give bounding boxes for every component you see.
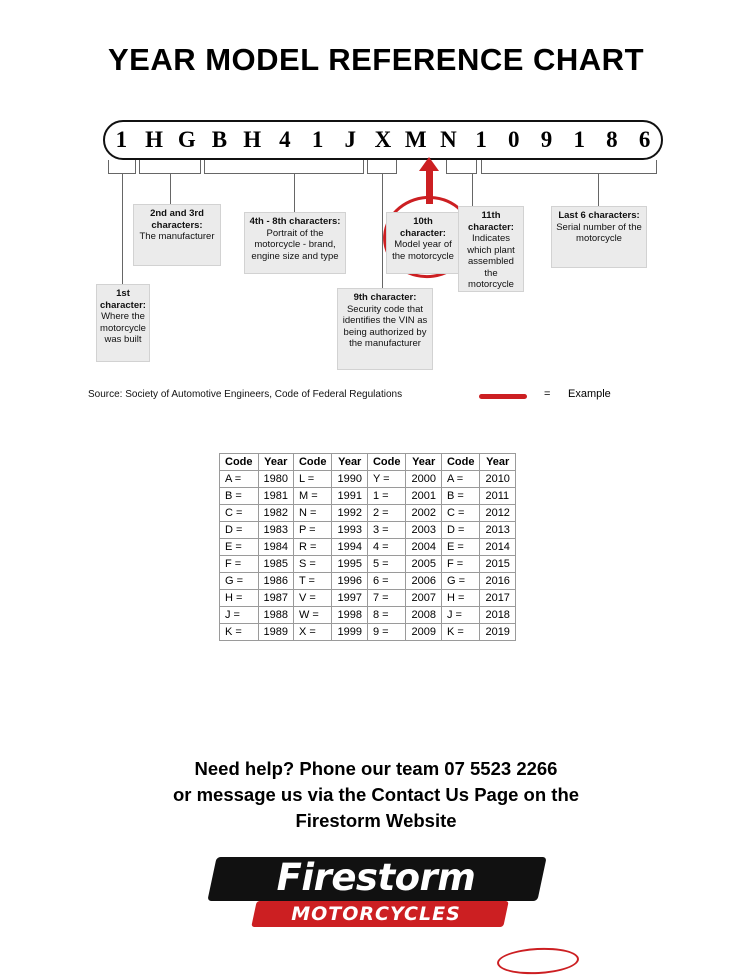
callout-last-6-characters-body: Serial number of the motorcycle [556, 221, 642, 244]
table-cell: G = [441, 573, 480, 590]
table-cell: E = [220, 539, 259, 556]
callout-11th-character-header: 11th character: [468, 210, 514, 233]
vin-char: N [440, 127, 457, 152]
callout-11th-character-body: Indicates which plant assembled the motorcycle [467, 233, 515, 290]
table-header-cell: Year [258, 454, 293, 471]
table-cell: 2017 [480, 590, 515, 607]
callout-4th-8th-characters-header: 4th - 8th characters: [249, 216, 341, 227]
vin-char: 1 [311, 127, 324, 152]
vin-char: 9 [540, 127, 553, 152]
table-cell: 1983 [258, 522, 293, 539]
table-cell: B = [220, 488, 259, 505]
table-cell: 9 = [367, 624, 406, 641]
table-cell: 1994 [332, 539, 367, 556]
leader-11th-char [472, 174, 473, 206]
table-cell: T = [293, 573, 332, 590]
callout-1st-character-body: Where the motorcycle was built [100, 311, 146, 345]
callout-2nd-3rd-characters [133, 204, 221, 266]
table-cell: L = [293, 471, 332, 488]
vin-char: J [344, 127, 357, 152]
bracket-11th-char [446, 160, 477, 174]
table-row [220, 505, 516, 522]
example-legend-label: Example [568, 388, 611, 400]
table-cell: 1996 [332, 573, 367, 590]
table-cell: 2018 [480, 607, 515, 624]
table-row [220, 573, 516, 590]
table-cell: H = [441, 590, 480, 607]
table-header-cell: Year [332, 454, 367, 471]
table-cell: 2011 [480, 488, 515, 505]
table-cell: K = [441, 624, 480, 641]
callout-1st-character [96, 284, 150, 362]
table-cell: 8 = [367, 607, 406, 624]
table-row [220, 556, 516, 573]
callout-2nd-3rd-characters-body: The manufacturer [139, 231, 215, 242]
table-cell: K = [220, 624, 259, 641]
table-cell: 2006 [406, 573, 441, 590]
example-swatch-icon [479, 394, 527, 399]
vin-capsule [103, 120, 663, 160]
table-cell: 1981 [258, 488, 293, 505]
callout-1st-character-header: 1st character: [100, 288, 146, 311]
table-cell: 1989 [258, 624, 293, 641]
table-cell: 2008 [406, 607, 441, 624]
callout-4th-8th-characters-body: Portrait of the motorcycle - brand, engine size and type [251, 227, 339, 262]
table-cell: 1992 [332, 505, 367, 522]
table-cell: Y = [367, 471, 406, 488]
leader-2nd-3rd-char [170, 174, 171, 204]
vin-char: 1 [115, 127, 128, 152]
vin-char: 8 [606, 127, 618, 152]
table-header-cell: Code [220, 454, 259, 471]
table-cell: 2004 [406, 539, 441, 556]
table-row [220, 539, 516, 556]
table-header-cell: Year [406, 454, 441, 471]
table-header-cell: Code [441, 454, 480, 471]
help-line-1: Need help? Phone our team 07 5523 2266 [194, 758, 558, 779]
table-row [220, 488, 516, 505]
table-cell: A = [441, 471, 480, 488]
callout-10th-character-header: 10th character: [400, 216, 446, 239]
leader-4th-8th-char [294, 174, 295, 212]
code-year-table [219, 453, 516, 641]
help-line-2: or message us via the Contact Us Page on the [172, 784, 580, 805]
table-cell: 2000 [406, 471, 441, 488]
bracket-last-6-chars [481, 160, 657, 174]
table-cell: 1998 [332, 607, 367, 624]
table-cell: 1 = [367, 488, 406, 505]
leader-last-6-chars [598, 174, 599, 206]
table-header-row [220, 454, 516, 471]
vin-char: 6 [638, 127, 651, 152]
code-year-table-element [219, 453, 516, 641]
vin-char: B [211, 127, 228, 152]
table-cell: 4 = [367, 539, 406, 556]
table-cell: 1990 [332, 471, 367, 488]
vin-char: 0 [508, 127, 520, 152]
table-cell: J = [220, 607, 259, 624]
table-cell: 2005 [406, 556, 441, 573]
table-cell: 1999 [332, 624, 367, 641]
table-cell: 2015 [480, 556, 515, 573]
firestorm-motorcycles-logo [198, 855, 554, 933]
table-cell: 1997 [332, 590, 367, 607]
bracket-4th-8th-char [204, 160, 364, 174]
table-cell: 1985 [258, 556, 293, 573]
vin-char: G [177, 127, 196, 152]
table-header-cell: Code [367, 454, 406, 471]
table-cell: 2014 [480, 539, 515, 556]
table-cell: 2012 [480, 505, 515, 522]
table-cell: 2010 [480, 471, 515, 488]
callout-10th-character-body: Model year of the motorcycle [392, 239, 454, 262]
table-cell: B = [441, 488, 480, 505]
vin-char: 1 [475, 127, 487, 152]
logo-subtitle: MOTORCYCLES [291, 903, 461, 925]
logo-brand-name: Firestorm [276, 856, 476, 899]
table-cell: 2 = [367, 505, 406, 522]
table-cell: 1982 [258, 505, 293, 522]
table-cell: 1988 [258, 607, 293, 624]
table-row [220, 607, 516, 624]
table-cell: 1984 [258, 539, 293, 556]
table-cell: V = [293, 590, 332, 607]
table-cell: F = [441, 556, 480, 573]
table-cell: P = [293, 522, 332, 539]
help-line-3: Firestorm Website [295, 810, 457, 831]
table-cell: 7 = [367, 590, 406, 607]
callout-11th-character [458, 206, 524, 292]
table-cell: W = [293, 607, 332, 624]
source-note: Source: Society of Automotive Engineers, Code of Federal Regulations [88, 389, 403, 400]
table-cell: 2013 [480, 522, 515, 539]
table-cell: E = [441, 539, 480, 556]
table-cell: X = [293, 624, 332, 641]
example-equals-sign: = [544, 388, 551, 400]
table-cell: C = [220, 505, 259, 522]
table-cell: A = [220, 471, 259, 488]
vin-char-model-year: M [404, 127, 427, 152]
table-row [220, 590, 516, 607]
table-cell: D = [220, 522, 259, 539]
callout-4th-8th-characters [244, 212, 346, 274]
table-cell: 2007 [406, 590, 441, 607]
table-cell: R = [293, 539, 332, 556]
table-header-cell: Code [293, 454, 332, 471]
table-cell-highlighted: M = [293, 488, 332, 505]
vin-char: 4 [279, 127, 291, 152]
table-row [220, 471, 516, 488]
table-cell: 5 = [367, 556, 406, 573]
table-header-cell: Year [480, 454, 515, 471]
callout-10th-character [386, 212, 460, 274]
bracket-1st-char [108, 160, 136, 174]
table-cell: G = [220, 573, 259, 590]
table-cell: 6 = [367, 573, 406, 590]
table-cell: 1993 [332, 522, 367, 539]
table-cell: 2019 [480, 624, 515, 641]
table-cell: 2002 [406, 505, 441, 522]
table-cell: D = [441, 522, 480, 539]
table-cell: 2003 [406, 522, 441, 539]
table-cell: F = [220, 556, 259, 573]
table-cell: H = [220, 590, 259, 607]
table-cell: N = [293, 505, 332, 522]
table-cell-highlighted: 1991 [332, 488, 367, 505]
callout-last-6-characters-header: Last 6 characters: [558, 210, 640, 221]
table-cell: C = [441, 505, 480, 522]
table-row [220, 624, 516, 641]
table-cell: 2009 [406, 624, 441, 641]
table-cell: 1995 [332, 556, 367, 573]
bracket-2nd-3rd-char [139, 160, 201, 174]
callout-9th-character [337, 288, 433, 370]
vin-char: X [374, 127, 392, 152]
leader-1st-char [122, 174, 123, 284]
table-cell: 2001 [406, 488, 441, 505]
callout-9th-character-body: Security code that identifies the VIN as being authorized by the manufacturer [342, 303, 428, 349]
help-text-block [0, 756, 752, 834]
table-cell: 2016 [480, 573, 515, 590]
red-highlight-circle-m-1991 [496, 946, 579, 976]
table-row [220, 522, 516, 539]
table-cell: J = [441, 607, 480, 624]
bracket-9th-char [367, 160, 397, 174]
page-title: YEAR MODEL REFERENCE CHART [107, 42, 645, 77]
vin-char: 1 [573, 127, 585, 152]
callout-9th-character-header: 9th character: [353, 292, 417, 303]
table-cell: 3 = [367, 522, 406, 539]
callout-2nd-3rd-characters-header: 2nd and 3rd characters: [150, 208, 204, 231]
table-cell: S = [293, 556, 332, 573]
callout-last-6-characters [551, 206, 647, 268]
table-cell: 1986 [258, 573, 293, 590]
vin-char: H [243, 127, 262, 152]
vin-char: H [145, 127, 163, 152]
table-cell: 1980 [258, 471, 293, 488]
table-cell: 1987 [258, 590, 293, 607]
